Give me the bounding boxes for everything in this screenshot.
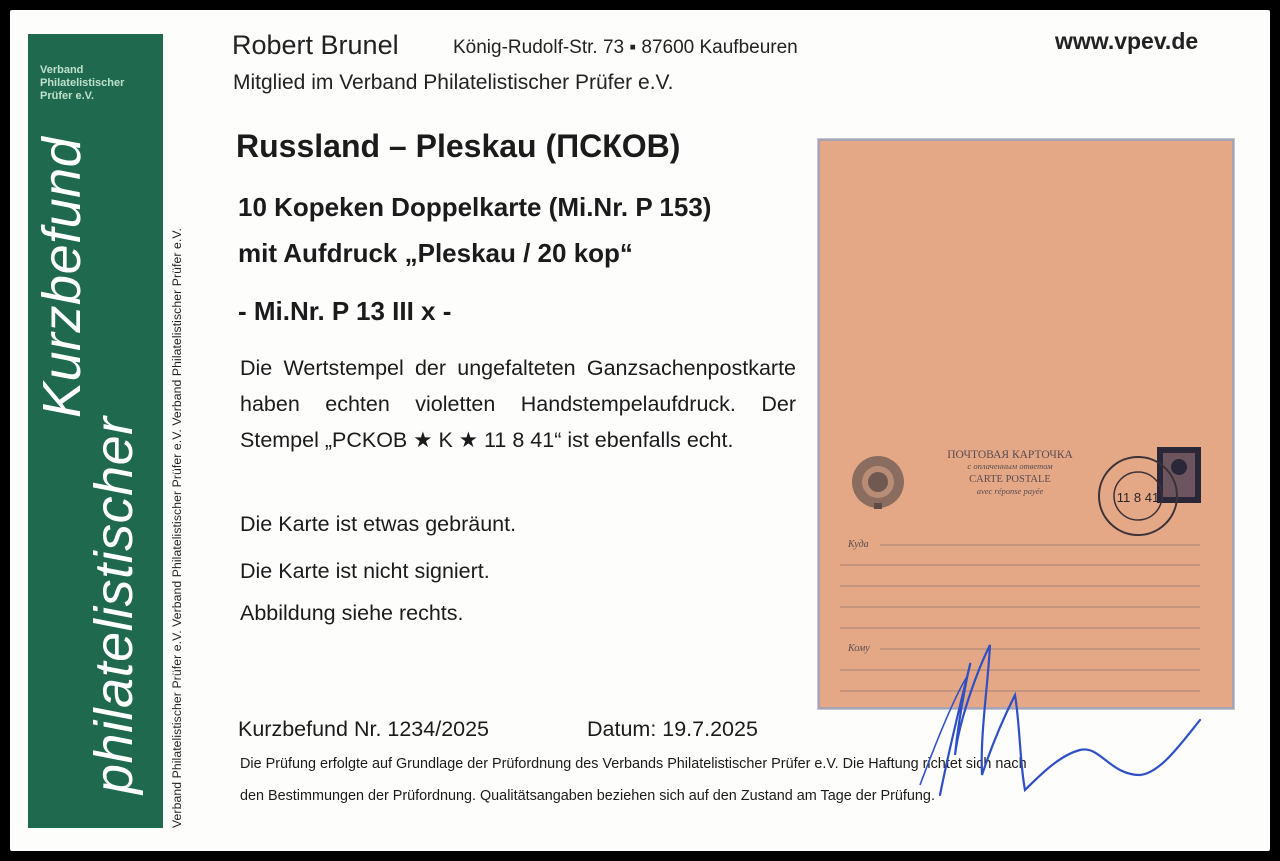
- certificate: [10, 10, 1270, 851]
- sidebar-band: [28, 34, 163, 828]
- band-title: [28, 34, 163, 828]
- image-note: Abbildung siehe rechts.: [240, 601, 464, 625]
- examiner-signature: [910, 625, 1210, 805]
- card-heading-ru: ПОЧТОВАЯ КАРТОЧКА: [947, 449, 1073, 461]
- certificate-number: Kurzbefund Nr. 1234/2025: [238, 717, 490, 741]
- card-label-whom: Кому: [848, 643, 870, 654]
- ussr-emblem-icon: [852, 456, 904, 509]
- card-subheading-fr: avec réponse payée: [976, 486, 1044, 496]
- examiner-name: Robert Brunel: [232, 30, 399, 60]
- postmark-date: 11 8 41: [1116, 490, 1160, 505]
- band-title-line1: philatelistischer: [84, 416, 144, 794]
- assessment-text: Die Wertstempel der ungefalteten Ganzsachenpostkarte haben echten violetten Handstempelaufdruck. Der Stempel „PCKOB ★ K ★ 11 8 41“ ist ebenfalls echt.: [240, 356, 796, 452]
- item-description-line1: 10 Kopeken Doppelkarte (Mi.Nr. P 153): [238, 192, 712, 222]
- condition-note: Die Karte ist etwas gebräunt.: [240, 512, 517, 536]
- item-description-line2: mit Aufdruck „Pleskau / 20 kop“: [238, 238, 633, 268]
- card-label-to: Куда: [848, 539, 869, 550]
- card-subheading-ru: с оплаченным ответом: [967, 461, 1053, 471]
- certificate-date: Datum: 19.7.2025: [587, 717, 758, 741]
- vpp-logo-text: Verband Philatelistischer Prüfer e.V.: [40, 64, 125, 102]
- certificate-title: Russland – Pleskau (ПСКОВ): [236, 128, 681, 164]
- postcard-drawing: [820, 141, 1232, 707]
- membership-line: Mitglied im Verband Philatelistischer Prüfer e.V.: [233, 71, 674, 94]
- stamp-icon: [1157, 447, 1201, 503]
- band-title-line2: Kurzbefund: [32, 136, 92, 418]
- card-heading-fr: CARTE POSTALE: [969, 474, 1051, 485]
- signature-note: Die Karte ist nicht signiert.: [240, 559, 490, 583]
- postcard-image: [820, 141, 1232, 707]
- website-link[interactable]: www.vpev.de: [1055, 28, 1199, 54]
- footnote-line2: den Bestimmungen der Prüfordnung. Qualitätsangaben beziehen sich auf den Zustand am Tage der Prüfung.: [240, 788, 935, 804]
- vertical-association-text: Verband Philatelistischer Prüfer e.V. Verband Philatelistischer Prüfer e.V. Verband Philatelistischer Prüfer e.V.: [170, 227, 184, 828]
- catalog-number: - Mi.Nr. P 13 III x -: [238, 296, 452, 326]
- footnote-line1: Die Prüfung erfolgte auf Grundlage der Prüfordnung des Verbands Philatelistischer Prüfer e.V. Die Haftung richtet sich nach: [240, 756, 1027, 772]
- examiner-address: König-Rudolf-Str. 73 ▪ 87600 Kaufbeuren: [453, 37, 798, 58]
